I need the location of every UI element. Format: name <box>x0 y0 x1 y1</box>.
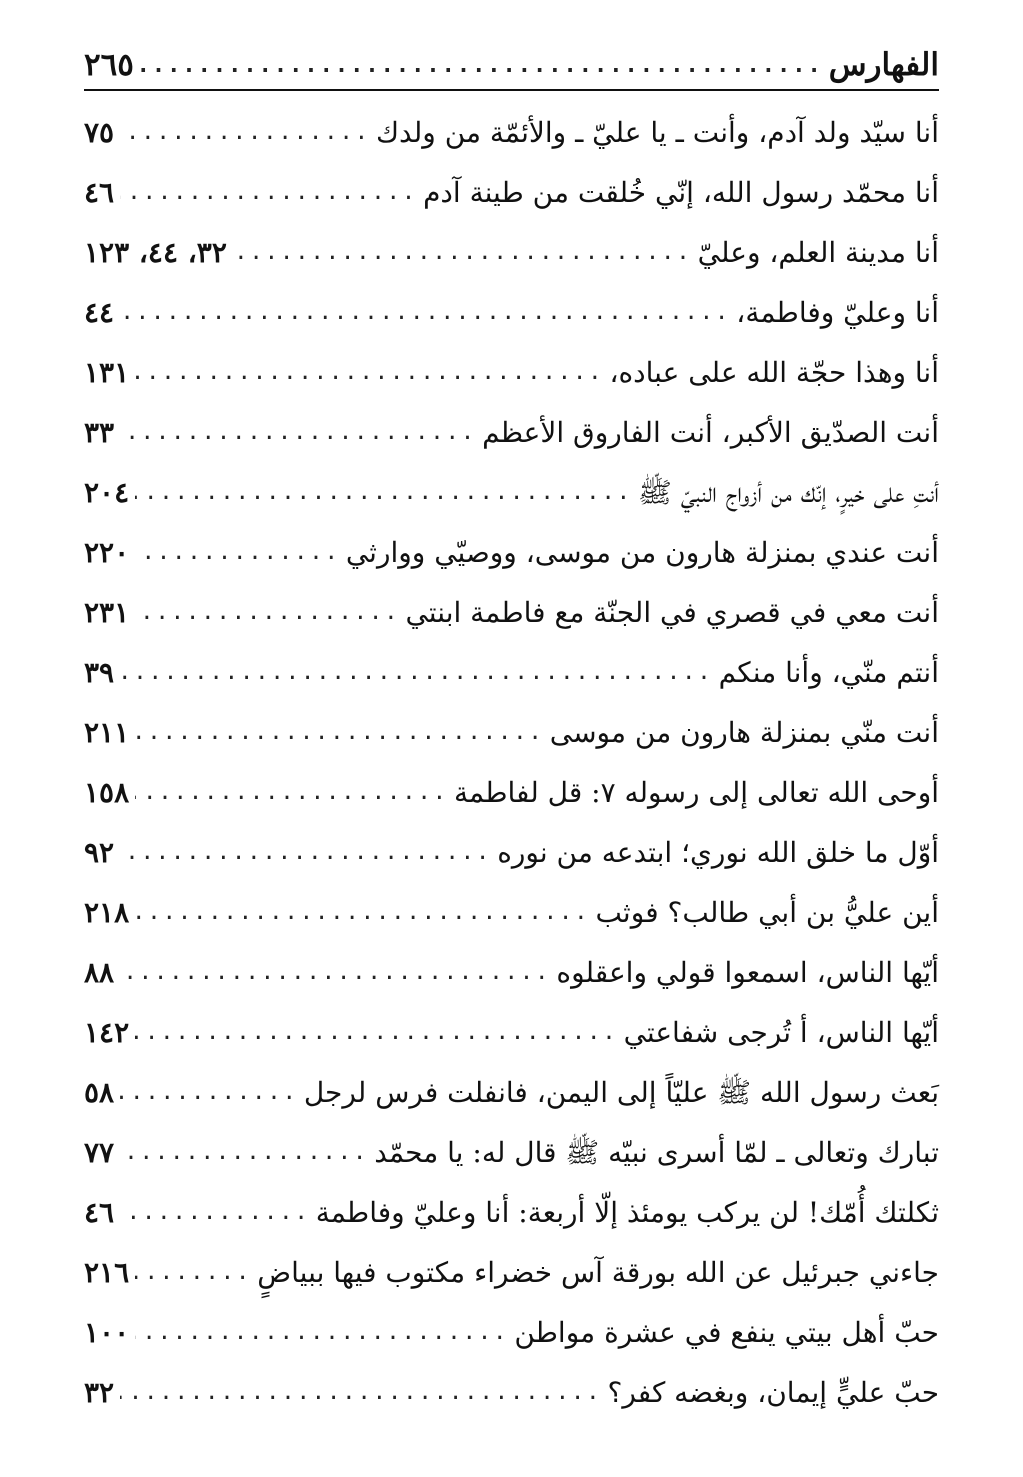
entry-text: أوحى الله تعالى إلى رسوله ٧: قل لفاطمة <box>454 776 939 809</box>
entry-pages: ٣٢ <box>84 1376 115 1409</box>
leader-dots <box>120 302 730 324</box>
header-title: الفهارس <box>828 47 939 83</box>
entry-pages: ٣٣ <box>84 416 115 449</box>
index-entry <box>84 704 939 762</box>
index-entry <box>84 524 939 582</box>
entry-pages: ٨٨ <box>84 956 115 989</box>
entry-pages: ٧٥ <box>84 116 115 149</box>
index-entry <box>84 1184 939 1242</box>
leader-dots <box>120 1142 368 1164</box>
entry-pages: ٢٠٤ <box>84 476 130 509</box>
entry-pages: ٣٩ <box>84 656 115 689</box>
entry-text: جاءني جبرئيل عن الله بورقة آس خضراء مكتوب فيها ببياضٍ <box>257 1256 939 1289</box>
entry-text: أنا مدينة العلم، وعليّ <box>697 236 939 269</box>
index-entry <box>84 1304 939 1362</box>
entry-pages: ٤٦ <box>84 1196 115 1229</box>
entry-pages: ٥٨ <box>84 1076 115 1109</box>
entry-text: أنا سيّد ولد آدم، وأنت ـ يا عليّ ـ والأئمّة من ولدك <box>375 116 939 149</box>
index-entry <box>84 1364 939 1422</box>
leader-dots <box>135 602 399 624</box>
entry-text: حبّ أهل بيتي ينفع في عشرة مواطن <box>514 1316 939 1349</box>
index-entry <box>84 764 939 822</box>
header-page-number: ٢٦٥ <box>84 47 134 83</box>
index-entry <box>84 164 939 222</box>
leader-dots <box>120 662 713 684</box>
entry-pages: ٢١٦ <box>84 1256 130 1289</box>
index-entry <box>84 584 939 642</box>
index-entry <box>84 104 939 162</box>
index-entry <box>84 1244 939 1302</box>
entry-text: أنت منّي بمنزلة هارون من موسى <box>549 716 939 749</box>
page-header <box>84 40 939 90</box>
entry-text: أنت الصدّيق الأكبر، أنت الفاروق الأعظم <box>482 416 939 449</box>
entry-text: أيّها الناس، أ تُرجى شفاعتي <box>623 1016 939 1049</box>
index-entry <box>84 944 939 1002</box>
index-entry <box>84 344 939 402</box>
entry-pages: ٧٧ <box>84 1136 115 1169</box>
entry-text: تبارك وتعالى ـ لمّا أسرى نبيّه ﷺ قال له: يا محمّد <box>374 1136 939 1169</box>
leader-dots <box>120 122 370 144</box>
entry-pages: ٤٦ <box>84 176 115 209</box>
leader-dots <box>135 482 632 504</box>
entry-pages: ٢٣١ <box>84 596 130 629</box>
entry-text: أوّل ما خلق الله نوري؛ ابتدعه من نوره <box>497 836 939 869</box>
leader-dots <box>135 722 544 744</box>
entry-text: أنا وهذا حجّة الله على عباده، <box>609 356 939 389</box>
entry-text: أنت عندي بمنزلة هارون من موسى، ووصيّي ووارثي <box>345 536 939 569</box>
entry-pages: ١٥٨ <box>84 776 130 809</box>
leader-dots <box>135 362 603 384</box>
index-entry <box>84 224 939 282</box>
entry-pages: ٢٢٠ <box>84 536 130 569</box>
leader-dots <box>120 182 417 204</box>
entry-pages: ١٤٢ <box>84 1016 130 1049</box>
index-entry <box>84 284 939 342</box>
leader-dots <box>140 53 823 78</box>
leader-dots <box>135 1022 617 1044</box>
entry-pages: ٤٤ <box>84 296 115 329</box>
entry-text: أنتِ على خيرٍ، إنّك من أزواج النبيّ ﷺ <box>638 476 939 509</box>
index-entry <box>84 1124 939 1182</box>
entry-text: أنا محمّد رسول الله، إنّي خُلقت من طينة آدم <box>423 176 939 209</box>
leader-dots <box>135 542 340 564</box>
index-entry <box>84 884 939 942</box>
leader-dots <box>135 902 589 924</box>
index-entry <box>84 1064 939 1122</box>
entry-pages: ٢١١ <box>84 716 130 749</box>
index-entry <box>84 644 939 702</box>
leader-dots <box>233 242 692 264</box>
entry-pages: ٣٢، ٤٤، ١٢٣ <box>84 236 227 269</box>
entry-text: حبّ عليٍّ إيمان، وبغضه كفر؟ <box>607 1376 939 1409</box>
entry-pages: ١٠٠ <box>84 1316 130 1349</box>
leader-dots <box>120 842 491 864</box>
leader-dots <box>135 1262 251 1284</box>
header-rule <box>84 89 939 91</box>
leader-dots <box>135 1322 508 1344</box>
entry-text: أيّها الناس، اسمعوا قولي واعقلوه <box>556 956 939 989</box>
leader-dots <box>120 1082 298 1104</box>
index-entry <box>84 1004 939 1062</box>
leader-dots <box>135 782 448 804</box>
entry-pages: ٩٢ <box>84 836 115 869</box>
entry-text: أنت معي في قصري في الجنّة مع فاطمة ابنتي <box>405 596 939 629</box>
index-entry <box>84 404 939 462</box>
entry-text: بَعث رسول الله ﷺ عليّاً إلى اليمن، فانفلت فرس لرجل <box>303 1076 939 1109</box>
leader-dots <box>120 962 550 984</box>
leader-dots <box>120 1202 310 1224</box>
entry-pages: ٢١٨ <box>84 896 130 929</box>
entry-pages: ١٣١ <box>84 356 130 389</box>
entry-text: ثكلتك أُمّك! لن يركب يومئذ إلّا أربعة: أنا وعليّ وفاطمة <box>315 1196 939 1229</box>
index-entry <box>84 824 939 882</box>
entry-text: أنا وعليّ وفاطمة، <box>736 296 939 329</box>
leader-dots <box>120 422 476 444</box>
entry-text: أنتم منّي، وأنا منكم <box>718 656 939 689</box>
leader-dots <box>120 1382 601 1404</box>
index-entry <box>84 464 939 522</box>
entry-text: أين عليُّ بن أبي طالب؟ فوثب <box>595 896 939 929</box>
